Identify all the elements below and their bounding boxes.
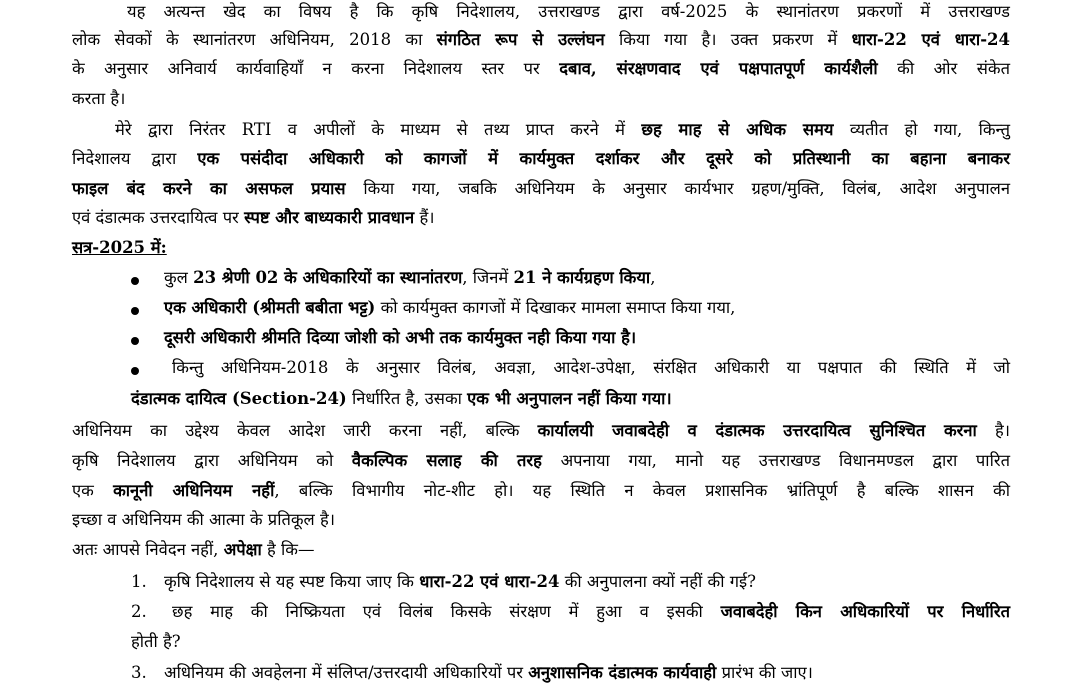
para1-line2 xyxy=(72,28,1010,52)
text: कृषि निदेशालय द्वारा अधिनियम को xyxy=(72,451,334,470)
para1-line3 xyxy=(72,57,1010,81)
text: करता है। xyxy=(72,89,126,108)
bold-text: कानूनी अधिनियम नहीं xyxy=(113,481,275,500)
section-heading: सत्र-2025 में: xyxy=(72,238,167,257)
text: कृषि निदेशालय से यह स्पष्ट किया जाए कि xyxy=(164,572,414,591)
bold-text: धारा-22 एवं धारा-24 xyxy=(419,572,560,591)
list-item-3 xyxy=(164,661,813,685)
para3-line2 xyxy=(72,449,1010,473)
bold-text: दंडात्मक दायित्व (Section-24) xyxy=(131,389,347,408)
bullet-item-2 xyxy=(164,296,735,320)
para2-line4 xyxy=(72,206,434,230)
bold-text: स्पष्ट और बाध्यकारी प्रावधान xyxy=(244,208,415,227)
para1-line1 xyxy=(127,0,1010,24)
list-item-1 xyxy=(164,570,756,594)
bullet-dot xyxy=(131,337,139,345)
text: की अनुपालना क्यों नहीं की गई? xyxy=(564,572,756,591)
bullet-item-4-line1 xyxy=(172,356,1010,380)
text: इच्छा व अधिनियम की आत्मा के प्रतिकूल है। xyxy=(72,510,335,529)
text: एक xyxy=(72,481,94,500)
text: मेरे द्वारा निरंतर RTI व अपीलों के माध्यम से तथ्य प्राप्त करने में xyxy=(115,120,626,139)
bold-text: दबाव, संरक्षणवाद एवं पक्षपातपूर्ण कार्यशैली xyxy=(559,59,878,78)
request-line xyxy=(72,538,314,562)
bold-text: जवाबदेही किन अधिकारियों पर निर्धारित xyxy=(720,602,1010,621)
text: लोक सेवकों के स्थानांतरण अधिनियम, 2018 का xyxy=(72,30,423,49)
list-item-2-line2 xyxy=(131,630,181,654)
text: , बल्कि विभागीय नोट-शीट हो। यह स्थिति न केवल प्रशासनिक भ्रांतिपूर्ण है बल्कि शासन की xyxy=(274,481,1010,500)
text: निदेशालय द्वारा xyxy=(72,149,177,168)
para3-line3 xyxy=(72,479,1010,503)
text: , xyxy=(650,268,656,287)
para2-line1 xyxy=(115,118,1010,142)
text: , जिनमें xyxy=(462,268,509,287)
text: यह अत्यन्त खेद का विषय है कि कृषि निदेशालय, उत्तराखण्ड द्वारा वर्ष-2025 के स्थानांतरण प्रकरणों में उत्तराखण्ड xyxy=(127,2,1010,21)
text: को कार्यमुक्त कागजों में दिखाकर मामला समाप्त किया गया, xyxy=(380,298,736,317)
para3-line4 xyxy=(72,508,335,532)
list-item-2-line1 xyxy=(172,600,1010,624)
bold-text: 21 ने कार्यग्रहण किया xyxy=(513,268,651,287)
text: हैं। xyxy=(419,208,435,227)
para3-line1 xyxy=(72,419,1010,443)
text: अतः आपसे निवेदन नहीं, xyxy=(72,540,219,559)
text: व्यतीत हो गया, किन्तु xyxy=(849,120,1011,139)
bold-text: एक अधिकारी (श्रीमती बबीता भट्ट) xyxy=(164,298,376,317)
bold-text: धारा-22 एवं धारा-24 xyxy=(851,30,1011,49)
text: प्रारंभ की जाए। xyxy=(721,663,813,682)
bold-text: वैकल्पिक सलाह की तरह xyxy=(351,451,542,470)
text: है कि— xyxy=(267,540,315,559)
bullet-item-1 xyxy=(164,266,655,290)
para2-line3 xyxy=(72,177,1010,201)
text: किया गया है। उक्त प्रकरण में xyxy=(618,30,838,49)
text: की ओर संकेत xyxy=(897,59,1010,78)
bold-text: कार्यालयी जवाबदेही व दंडात्मक उत्तरदायित्व सुनिश्चित करना xyxy=(537,421,977,440)
text: अधिनियम की अवहेलना में संलिप्त/उत्तरदायी अधिकारियों पर xyxy=(164,663,524,682)
list-number: 2. xyxy=(131,602,147,621)
bold-text: एक भी अनुपालन नहीं किया गया। xyxy=(467,389,672,408)
bold-text: अनुशासनिक दंडात्मक कार्यवाही xyxy=(528,663,717,682)
bold-text: संगठित रूप से उल्लंघन xyxy=(436,30,605,49)
bold-text: छह माह से अधिक समय xyxy=(641,120,834,139)
text: अधिनियम का उद्देश्य केवल आदेश जारी करना नहीं, बल्कि xyxy=(72,421,520,440)
text: किया गया, जबकि अधिनियम के अनुसार कार्यभार ग्रहण/मुक्ति, विलंब, आदेश अनुपालन xyxy=(363,179,1010,198)
text: एवं दंडात्मक उत्तरदायित्व पर xyxy=(72,208,239,227)
bullet-dot xyxy=(131,277,139,285)
text: के अनुसार अनिवार्य कार्यवाहियाँ न करना निदेशालय स्तर पर xyxy=(72,59,540,78)
list-number: 3. xyxy=(131,663,147,682)
bullet-item-4-line2 xyxy=(131,387,672,411)
para2-line2 xyxy=(72,147,1010,171)
bullet-item-3: दूसरी अधिकारी श्रीमति दिव्या जोशी को अभी तक कार्यमुक्त नही किया गया है। xyxy=(164,328,637,347)
text: होती है? xyxy=(131,632,181,651)
bold-text: 23 श्रेणी 02 के अधिकारियों का स्थानांतरण xyxy=(193,268,463,287)
bullet-dot xyxy=(131,367,139,375)
bold-text: अपेक्षा xyxy=(223,540,262,559)
text: निर्धारित है, उसका xyxy=(351,389,462,408)
text: कुल xyxy=(164,268,188,287)
bold-text: फाइल बंद करने का असफल प्रयास xyxy=(72,179,346,198)
bold-text: एक पसंदीदा अधिकारी को कागजों में कार्यमुक्त दर्शाकर और दूसरे को प्रतिस्थानी का बहाना बनाकर xyxy=(197,149,1010,168)
text: किन्तु अधिनियम-2018 के अनुसार विलंब, अवज्ञा, आदेश-उपेक्षा, संरक्षित अधिकारी या पक्षपात की स्थिति में जो xyxy=(172,358,1010,377)
bullet-dot xyxy=(131,307,139,315)
text: है। xyxy=(994,421,1010,440)
list-number: 1. xyxy=(131,572,147,591)
text: अपनाया गया, मानो यह उत्तराखण्ड विधानमण्डल द्वारा पारित xyxy=(560,451,1010,470)
para1-line4 xyxy=(72,87,125,111)
text: छह माह की निष्क्रियता एवं विलंब किसके संरक्षण में हुआ व इसकी xyxy=(172,602,703,621)
